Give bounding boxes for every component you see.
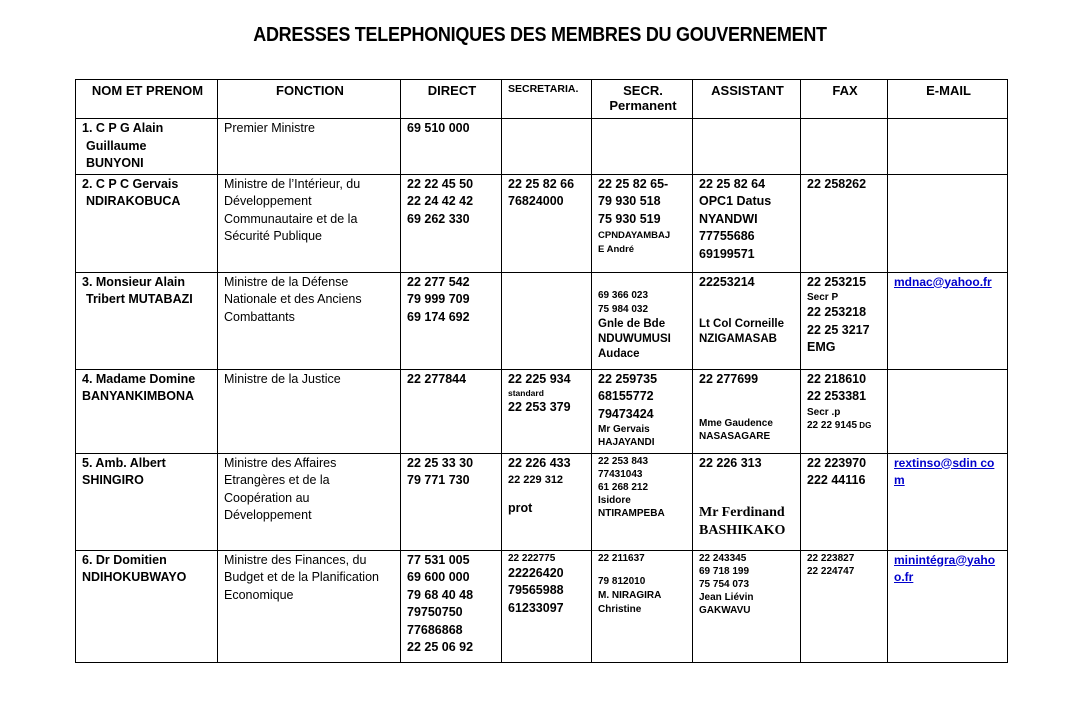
fax-number: 22 223970 (807, 455, 867, 470)
cell-secretariat (502, 272, 592, 369)
fonction-line: Budget et de la Planification (224, 570, 379, 584)
nom-line: 6. Dr Domitien (82, 552, 167, 567)
fonction-line: Combattants (224, 309, 295, 324)
cell-fax (801, 369, 888, 453)
nom-line: 5. Amb. Albert (82, 455, 166, 470)
table-row (76, 272, 1008, 369)
fax-number: 22 224747 (807, 565, 855, 577)
phone-label: standard (508, 388, 544, 398)
phone-number: 69 510 000 (407, 121, 470, 135)
email-link[interactable]: rextinso@sdin com (894, 455, 995, 487)
cell-fax (801, 550, 888, 662)
cell-nom (76, 550, 218, 662)
cell-fax (801, 174, 888, 272)
phone-number: 79 930 518 (598, 194, 661, 208)
cell-fonction (218, 550, 401, 662)
fonction-line: Nationale et des Anciens (224, 292, 362, 306)
phone-number: 77755686 (699, 229, 755, 243)
contact-name: NZIGAMASAB (699, 333, 777, 345)
nom-line: 3. Monsieur Alain (82, 274, 186, 289)
phone-number: 22253214 (699, 274, 755, 289)
fax-number-value: 22 22 9145 (807, 419, 858, 431)
fonction-line: Développement (224, 508, 312, 522)
contact-name: Jean Liévin (699, 591, 754, 603)
phone-number: 69 262 330 (407, 211, 470, 226)
phone-label: prot (508, 501, 533, 515)
phone-number: 22 226 313 (699, 455, 762, 470)
cell-direct (401, 453, 502, 550)
cell-assistant (693, 369, 801, 453)
cell-direct (401, 272, 502, 369)
phone-number: 22 25 82 66 (508, 176, 575, 191)
page-title: ADRESSES TELEPHONIQUES DES MEMBRES DU GOUVERNEMENT (253, 24, 827, 46)
government-contacts-table (75, 79, 1008, 663)
table-row (76, 369, 1008, 453)
phone-number: 61233097 (508, 600, 564, 615)
phone-number: 22 277699 (699, 371, 759, 386)
contact-name: Mr Gervais (598, 424, 650, 435)
fax-label: Secr P (807, 292, 839, 303)
email-link[interactable]: minintégra@yahoo.fr (894, 552, 996, 584)
contact-name: GAKWAVU (699, 604, 751, 616)
cell-assistant (693, 550, 801, 662)
phone-number: 79 68 40 48 (407, 587, 474, 602)
cell-fonction (218, 453, 401, 550)
nom-line: 2. C P C Gervais (82, 176, 179, 191)
header-secr-line2: Permanent (609, 98, 677, 113)
cell-direct (401, 119, 502, 175)
phone-number: 22 25 82 64 (699, 176, 766, 191)
header-assistant: ASSISTANT (693, 80, 801, 119)
phone-number: 69 366 023 (598, 289, 649, 301)
fax-label: DG (857, 420, 872, 430)
fax-number: 22 253218 (807, 305, 867, 319)
contact-name: Mr Ferdinand (699, 505, 785, 520)
cell-secr-permanent (592, 550, 693, 662)
phone-number: 69 600 000 (407, 570, 470, 584)
contact-name: Christine (598, 603, 642, 615)
nom-line: 1. C P G Alain (82, 121, 164, 135)
phone-number: 22 22 45 50 (407, 176, 474, 191)
contact-name: NTIRAMPEBA (598, 507, 665, 519)
phone-number: 79 999 709 (407, 292, 470, 306)
table-row (76, 453, 1008, 550)
cell-nom (76, 119, 218, 175)
contact-name: E André (598, 244, 635, 255)
phone-number: 22 25 82 65- (598, 176, 669, 191)
cell-fax (801, 453, 888, 550)
header-direct: DIRECT (401, 80, 502, 119)
phone-number: 22 277 542 (407, 274, 470, 289)
contact-name: OPC1 Datus (699, 194, 772, 208)
contact-name: Audace (598, 347, 640, 360)
nom-line: NDIHOKUBWAYO (82, 570, 187, 584)
contact-name: NASASAGARE (699, 431, 771, 442)
cell-fonction (218, 272, 401, 369)
fonction-line: Développement (224, 194, 312, 208)
phone-number: 22 25 06 92 (407, 640, 474, 654)
fonction-line: Premier Ministre (224, 121, 315, 135)
phone-number: 69 718 199 (699, 565, 750, 577)
cell-secretariat (502, 550, 592, 662)
contact-name: Isidore (598, 494, 631, 506)
cell-email (888, 369, 1008, 453)
cell-fax (801, 119, 888, 175)
phone-number: 69199571 (699, 246, 755, 261)
phone-number: 22 211637 (598, 552, 645, 564)
phone-number: 22 277844 (407, 371, 467, 386)
fax-number: 22 253381 (807, 389, 867, 403)
cell-secretariat (502, 369, 592, 453)
nom-line: SHINGIRO (82, 473, 144, 487)
phone-number: 79 771 730 (407, 473, 470, 487)
cell-direct (401, 174, 502, 272)
cell-nom (76, 174, 218, 272)
contact-name: BASHIKAKO (699, 523, 786, 538)
phone-number: 77431043 (598, 468, 643, 480)
contact-name: HAJAYANDI (598, 437, 655, 448)
phone-number: 22 225 934 (508, 371, 571, 386)
fonction-line: Sécurité Publique (224, 229, 322, 243)
fax-label: EMG (807, 340, 836, 354)
cell-secr-permanent (592, 453, 693, 550)
cell-secr-permanent (592, 272, 693, 369)
cell-direct (401, 369, 502, 453)
cell-secretariat (502, 174, 592, 272)
cell-nom (76, 453, 218, 550)
contact-name: CPNDAYAMBAJ (598, 230, 671, 241)
header-fax: FAX (801, 80, 888, 119)
phone-number: 79473424 (598, 406, 654, 421)
fonction-line: Ministre de l’Intérieur, du (224, 176, 361, 191)
fonction-line: Ministre de la Défense (224, 274, 349, 289)
header-secretariat: SECRETARIA. (502, 80, 592, 119)
cell-fonction (218, 119, 401, 175)
nom-line: Guillaume (86, 138, 147, 153)
header-fonction: FONCTION (218, 80, 401, 119)
fax-number: 22 258262 (807, 176, 867, 191)
fax-number: 22 253215 (807, 274, 867, 289)
phone-number: 61 268 212 (598, 481, 649, 493)
header-secr-line1: SECR. (623, 83, 663, 98)
fax-number: 22 223827 (807, 552, 855, 564)
contact-name: NYANDWI (699, 211, 758, 226)
phone-number: 69 174 692 (407, 309, 470, 324)
fonction-line: Ministre des Finances, du (224, 552, 367, 567)
cell-assistant (693, 174, 801, 272)
phone-number: 76824000 (508, 194, 564, 208)
header-nom: NOM ET PRENOM (76, 80, 218, 119)
contact-name: Lt Col Corneille (699, 318, 784, 330)
cell-assistant (693, 119, 801, 175)
contact-name: Gnle de Bde (598, 317, 666, 330)
fonction-line: Coopération au (224, 490, 310, 505)
phone-number: 77686868 (407, 622, 463, 637)
phone-number: 22 253 843 (598, 455, 649, 467)
phone-number: 22 229 312 (508, 474, 564, 486)
phone-number: 22 253 379 (508, 400, 571, 414)
cell-assistant (693, 453, 801, 550)
cell-fonction (218, 369, 401, 453)
phone-number: 79750750 (407, 605, 463, 619)
cell-email (888, 272, 1008, 369)
cell-secretariat (502, 453, 592, 550)
header-secr-permanent (592, 80, 693, 119)
phone-number: 75 754 073 (699, 578, 750, 590)
phone-number: 77 531 005 (407, 552, 470, 567)
table-row (76, 550, 1008, 662)
cell-email (888, 550, 1008, 662)
phone-number: 22 243345 (699, 552, 747, 564)
phone-number: 79 812010 (598, 575, 646, 587)
nom-line: NDIRAKOBUCA (86, 194, 181, 208)
phone-number: 75 930 519 (598, 211, 661, 226)
phone-number: 68155772 (598, 389, 654, 403)
nom-line: BANYANKIMBONA (82, 389, 195, 403)
phone-number: 22226420 (508, 565, 564, 580)
table-row (76, 119, 1008, 175)
cell-secr-permanent (592, 119, 693, 175)
cell-fax (801, 272, 888, 369)
cell-direct (401, 550, 502, 662)
header-email: E-MAIL (888, 80, 1008, 119)
cell-secr-permanent (592, 369, 693, 453)
cell-email (888, 174, 1008, 272)
fonction-line: Communautaire et de la (224, 211, 358, 226)
contact-name: NDUWUMUSI (598, 332, 671, 345)
nom-line: Tribert MUTABAZI (86, 292, 193, 306)
table-header-row (76, 80, 1008, 119)
cell-assistant (693, 272, 801, 369)
fax-label: Secr .p (807, 406, 841, 418)
cell-email (888, 119, 1008, 175)
cell-secr-permanent (592, 174, 693, 272)
fonction-line: Economique (224, 587, 294, 602)
phone-number: 79565988 (508, 583, 564, 597)
fax-number: 222 44116 (807, 473, 866, 487)
fonction-line: Etrangères et de la (224, 473, 330, 487)
cell-secretariat (502, 119, 592, 175)
fax-number: 22 25 3217 (807, 322, 870, 337)
table-row (76, 174, 1008, 272)
cell-email (888, 453, 1008, 550)
phone-number: 22 25 33 30 (407, 455, 474, 470)
cell-nom (76, 369, 218, 453)
phone-number: 22 226 433 (508, 455, 571, 470)
fonction-line: Ministre des Affaires (224, 455, 337, 470)
cell-fonction (218, 174, 401, 272)
fax-number: 22 218610 (807, 371, 867, 386)
phone-number: 22 259735 (598, 371, 658, 386)
contact-name: Mme Gaudence (699, 418, 773, 429)
phone-number: 75 984 032 (598, 303, 649, 315)
nom-line: BUNYONI (86, 156, 144, 170)
fonction-line: Ministre de la Justice (224, 371, 341, 386)
phone-number: 22 222775 (508, 552, 556, 564)
phone-number: 22 24 42 42 (407, 194, 474, 208)
cell-nom (76, 272, 218, 369)
email-link[interactable]: mdnac@yahoo.fr (894, 274, 992, 289)
nom-line: 4. Madame Domine (82, 371, 196, 386)
fax-number (807, 419, 883, 432)
contact-name: M. NIRAGIRA (598, 589, 662, 601)
